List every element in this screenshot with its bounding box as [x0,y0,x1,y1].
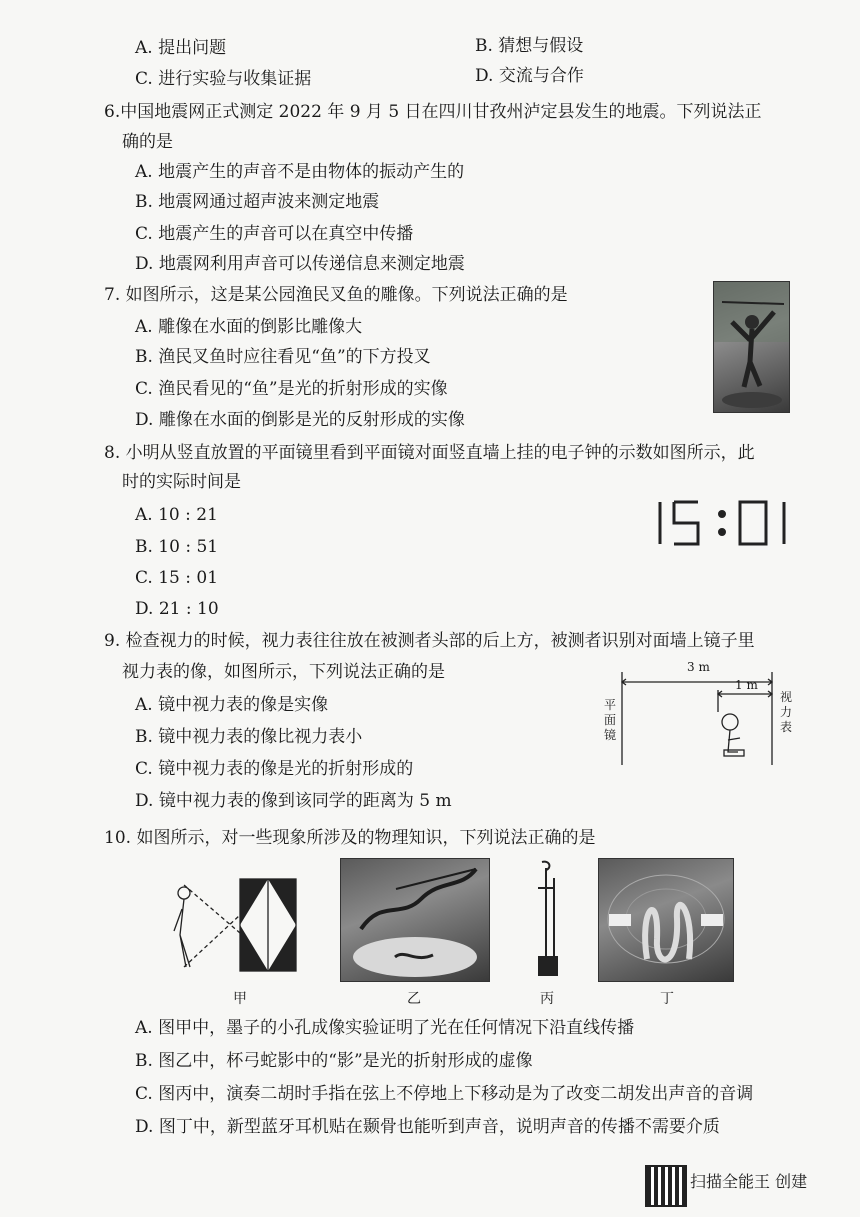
q10-option-c: C. 图丙中，演奏二胡时手指在弦上不停地上下移动是为了改变二胡发出声音的音调 [135,1084,754,1104]
figure-ding-earphone-photo [598,858,734,982]
caption-bing: 丙 [540,991,554,1007]
distance-1m-label: 1 m [735,678,758,692]
mirror-label: 平面镜 [604,698,617,742]
snake-bow-icon [341,859,489,981]
q8-stem: 8. 小明从竖直放置的平面镜里看到平面镜对面竖直墙上挂的电子钟的示数如图所示，此 [104,443,755,463]
q9-option-d: D. 镜中视力表的像到该同学的距离为 5 m [135,791,452,811]
figure-yi-snake-cup-photo [340,858,490,982]
caption-ding: 丁 [660,991,674,1007]
pinhole-camera-icon [160,875,310,975]
fisherman-statue-photo [713,281,790,413]
eye-test-lines-icon [600,660,800,770]
bone-conduction-earphone-icon [599,859,733,981]
q9-stem-cont: 视力表的像，如图所示，下列说法正确的是 [122,662,445,682]
q8-option-b: B. 10 : 51 [135,537,219,557]
q6-option-a: A. 地震产生的声音不是由物体的振动产生的 [135,162,465,182]
q8-stem-cont: 时的实际时间是 [122,472,241,492]
q7-option-d: D. 雕像在水面的倒影是光的反射形成的实像 [135,410,465,430]
q9-option-b: B. 镜中视力表的像比视力表小 [135,727,363,747]
q5-option-b: B. 猜想与假设 [475,36,584,56]
scanner-watermark-text: 扫描全能王 创建 [690,1172,808,1191]
q6-option-c: C. 地震产生的声音可以在真空中传播 [135,224,414,244]
q10-option-b: B. 图乙中，杯弓蛇影中的“影”是光的折射形成的虚像 [135,1051,533,1071]
q10-option-d: D. 图丁中，新型蓝牙耳机贴在颞骨也能听到声音，说明声音的传播不需要介质 [135,1117,720,1137]
q7-stem: 7. 如图所示，这是某公园渔民叉鱼的雕像。下列说法正确的是 [104,285,568,305]
caption-yi: 乙 [407,991,421,1007]
q8-option-a: A. 10 : 21 [135,505,218,525]
q9-stem: 9. 检查视力的时候，视力表往往放在被测者头部的后上方，被测者识别对面墙上镜子里 [104,631,755,651]
q9-option-c: C. 镜中视力表的像是光的折射形成的 [135,759,414,779]
q7-option-a: A. 雕像在水面的倒影比雕像大 [135,317,363,337]
q6-stem: 6.中国地震网正式测定 2022 年 9 月 5 日在四川甘孜州泸定县发生的地震。下列说法正 [104,102,762,122]
q5-option-a: A. 提出问题 [135,38,227,58]
distance-3m-label: 3 m [687,660,710,674]
q8-option-c: C. 15 : 01 [135,568,219,588]
statue-figure-icon [714,282,789,412]
q10-stem: 10. 如图所示，对一些现象所涉及的物理知识，下列说法正确的是 [104,828,596,848]
q7-option-b: B. 渔民叉鱼时应往看见“鱼”的下方投叉 [135,347,431,367]
mirrored-clock-display [652,498,797,548]
q5-option-d: D. 交流与合作 [475,66,584,86]
figure-bing-erhu [528,858,568,980]
q6-stem-cont: 确的是 [122,132,173,152]
caption-jia: 甲 [233,991,247,1007]
qr-code-icon [645,1165,687,1207]
eye-test-diagram [600,660,800,770]
figure-jia-pinhole [160,875,310,975]
q7-option-c: C. 渔民看见的“鱼”是光的折射形成的实像 [135,379,448,399]
q6-option-b: B. 地震网通过超声波来测定地震 [135,192,380,212]
erhu-icon [528,858,568,980]
q9-option-a: A. 镜中视力表的像是实像 [135,695,329,715]
q5-option-c: C. 进行实验与收集证据 [135,69,312,89]
segment-digits-icon [652,498,797,548]
eye-chart-label: 视力表 [780,690,793,734]
q6-option-d: D. 地震网利用声音可以传递信息来测定地震 [135,254,465,274]
q8-option-d: D. 21 : 10 [135,599,219,619]
q10-option-a: A. 图甲中，墨子的小孔成像实验证明了光在任何情况下沿直线传播 [135,1018,635,1038]
